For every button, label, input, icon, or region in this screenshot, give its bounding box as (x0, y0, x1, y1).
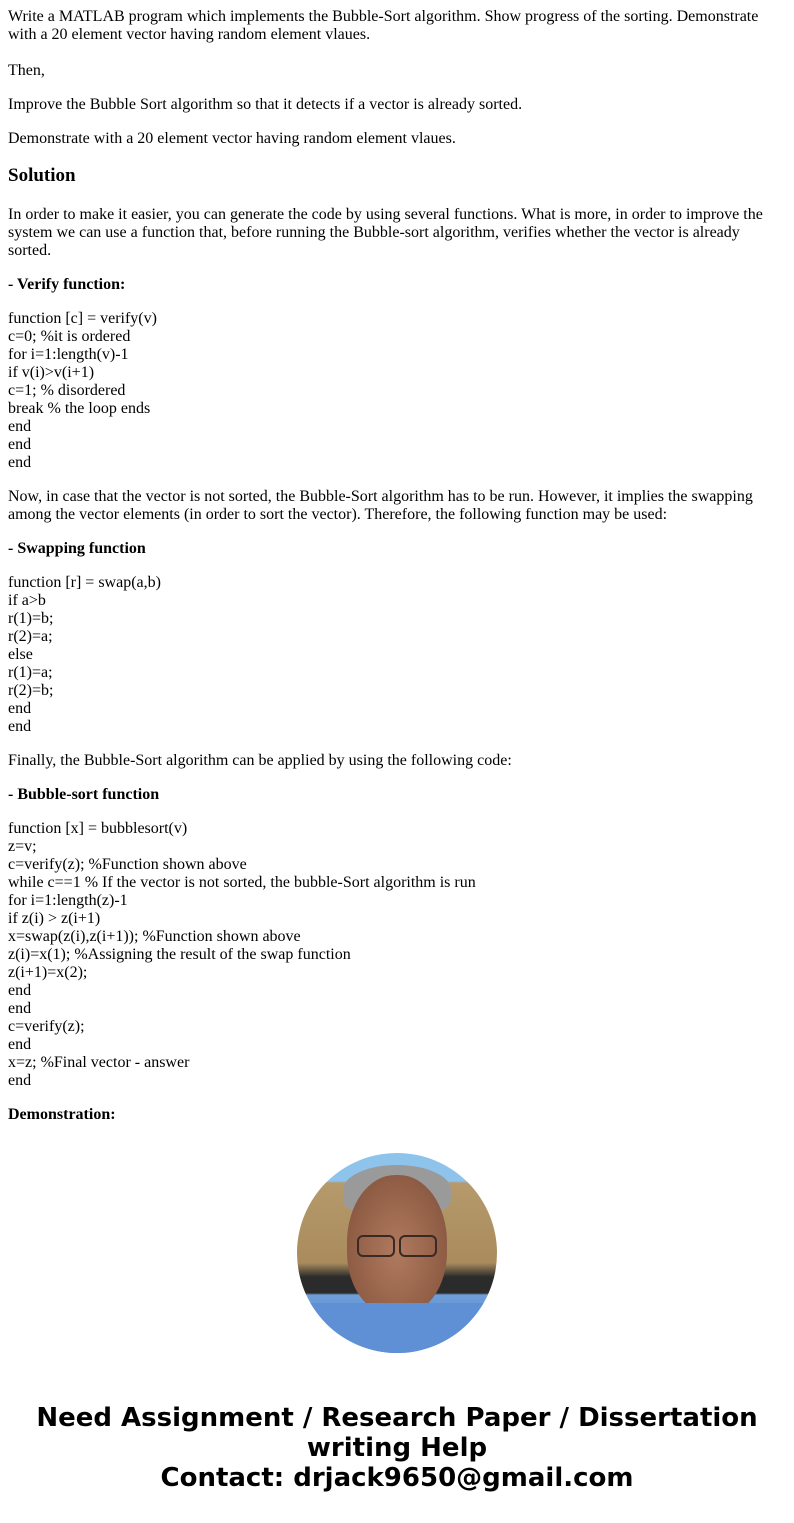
question-paragraph-2: Then, (8, 62, 45, 79)
code-line: r(2)=a; (8, 628, 53, 645)
code-line: break % the loop ends (8, 400, 151, 417)
demonstration-heading: Demonstration: (8, 1106, 116, 1123)
code-line: r(1)=b; (8, 610, 54, 627)
verify-heading: - Verify function: (8, 276, 126, 293)
swap-heading: - Swapping function (8, 540, 146, 557)
code-line: end (8, 418, 32, 435)
code-line: if z(i) > z(i+1) (8, 910, 101, 927)
question-paragraph-3: Improve the Bubble Sort algorithm so that it detects if a vector is already sorted. (8, 96, 523, 113)
code-line: c=verify(z); (8, 1018, 85, 1035)
question-paragraph-4: Demonstrate with a 20 element vector having random element vlaues. (8, 130, 456, 147)
code-line: end (8, 454, 32, 471)
code-line: c=verify(z); %Function shown above (8, 856, 247, 873)
code-line: c=1; % disordered (8, 382, 126, 399)
contact-banner (0, 1403, 794, 1493)
code-line: r(1)=a; (8, 664, 53, 681)
solution-intro: In order to make it easier, you can generate the code by using several functions. What is more, in order to improve the system we can use a function that, before running the Bubble-sort algorithm, verifies whether the vector is already sorted. (8, 206, 763, 259)
code-line: end (8, 1036, 32, 1053)
avatar-glasses (357, 1235, 437, 1255)
banner-line-1: Need Assignment / Research Paper / Dissertation (36, 1403, 758, 1433)
code-line: while c==1 % If the vector is not sorted, the bubble-Sort algorithm is run (8, 874, 476, 891)
code-line: if v(i)>v(i+1) (8, 364, 95, 381)
code-line: function [c] = verify(v) (8, 310, 157, 327)
code-line: z(i)=x(1); %Assigning the result of the swap function (8, 946, 351, 963)
code-line: end (8, 436, 32, 453)
swap-intro: Now, in case that the vector is not sorted, the Bubble-Sort algorithm has to be run. However, it implies the swapping among the vector elements (in order to sort the vector). Therefore, the following function may be used: (8, 488, 753, 523)
avatar-shirt (297, 1303, 497, 1353)
code-line: c=0; %it is ordered (8, 328, 131, 345)
code-line: end (8, 718, 32, 735)
bubble-intro: Finally, the Bubble-Sort algorithm can be applied by using the following code: (8, 752, 512, 769)
code-line: x=z; %Final vector - answer (8, 1054, 190, 1071)
code-line: end (8, 1000, 32, 1017)
question-paragraph-1: Write a MATLAB program which implements the Bubble-Sort algorithm. Show progress of the sorting. Demonstrate with a 20 element vector having random element vlaues. (8, 8, 759, 43)
code-line: if a>b (8, 592, 46, 609)
code-line: z(i+1)=x(2); (8, 964, 88, 981)
code-line: end (8, 982, 32, 999)
code-line: x=swap(z(i),z(i+1)); %Function shown above (8, 928, 301, 945)
code-line: for i=1:length(v)-1 (8, 346, 129, 363)
banner-contact: Contact: drjack9650@gmail.com (160, 1463, 634, 1493)
code-line: else (8, 646, 33, 663)
bubble-code-block (8, 820, 778, 1090)
code-line: function [r] = swap(a,b) (8, 574, 161, 591)
code-line: function [x] = bubblesort(v) (8, 820, 188, 837)
code-line: end (8, 700, 32, 717)
code-line: r(2)=b; (8, 682, 54, 699)
swap-code-block (8, 574, 778, 736)
avatar (297, 1153, 497, 1353)
bubble-heading: - Bubble-sort function (8, 786, 160, 803)
code-line: z=v; (8, 838, 37, 855)
code-line: for i=1:length(z)-1 (8, 892, 128, 909)
banner-line-2: writing Help (306, 1433, 488, 1463)
verify-code-block (8, 310, 778, 472)
code-line: end (8, 1072, 32, 1089)
solution-heading: Solution (8, 165, 76, 186)
